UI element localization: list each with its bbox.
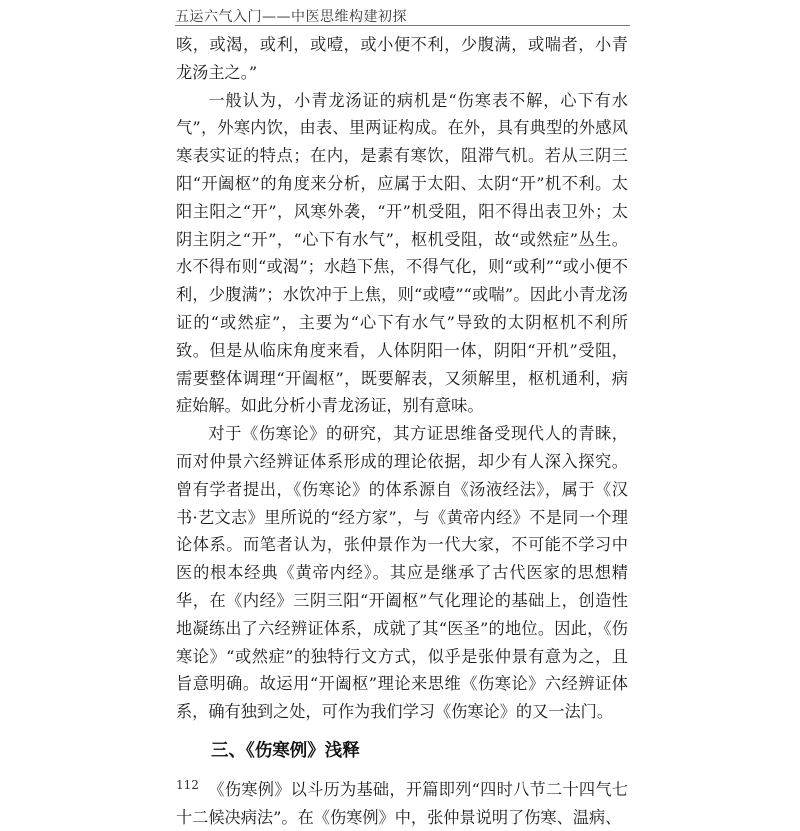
running-head: 五运六气入门——中医思维构建初探 <box>175 9 407 25</box>
section-heading: 三、《伤寒例》浅释 <box>211 740 360 761</box>
page-body <box>176 31 628 831</box>
header-rule <box>175 25 630 26</box>
paragraph: 一般认为，小青龙汤证的病机是“伤寒表不解，心下有水气”，外寒内饮，由表、里两证构成。在外，具有典型的外感风寒表实证的特点；在内，是素有寒饮，阻滞气机。若从三阴三阳“开阖枢”的角度来分析，应属于太阳、太阴“开”机不利。太阳主阳之“开”，风寒外袭，“开”机受阻，阳不得出表卫外；太阴主阴之“开”，“心下有水气”，枢机受阻，故“或然症”丛生。水不得布则“或渴”；水趋下焦，不得气化，则“或利”“或小便不利，少腹满”；水饮冲于上焦，则“或噎”“或喘”。因此小青龙汤证的“或然症”，主要为“心下有水气”导致的太阴枢机不利所致。但是从临床角度来看，人体阴阳一体，阴阳“开机”受阻，需要整体调理“开阖枢”，既要解表，又须解里，枢机通利，病症始解。如此分析小青龙汤证，别有意味。 <box>176 90 628 416</box>
paragraph-continued: 咳，或渴，或利，或噎，或小便不利，少腹满，或喘者，小青龙汤主之。” <box>176 35 628 82</box>
paragraph: 对于《伤寒论》的研究，其方证思维备受现代人的青睐，而对仲景六经辨证体系形成的理论依据，却少有人深入探究。曾有学者提出，《伤寒论》的体系源自《汤液经法》，属于《汉书·艺文志》里所说的“经方家”，与《黄帝内经》不是同一个理论体系。而笔者认为，张仲景作为一代大家，不可能不学习中医的根本经典《黄帝内经》。其应是继承了古代医家的思想精华，在《内经》三阴三阳“开阖枢”气化理论的基础上，创造性地凝练出了六经辨证体系，成就了其“医圣”的地位。因此，《伤寒论》“或然症”的独特行文方式，似乎是张仲景有意为之，且旨意明确。故运用“开阖枢”理论来思维《伤寒论》六经辨证体系，确有独到之处，可作为我们学习《伤寒论》的又一法门。 <box>176 424 628 722</box>
page-number: 112 <box>176 778 199 792</box>
paragraph: 《伤寒例》以斗历为基础，开篇即列“四时八节二十四气七十二候决病法”。在《伤寒例》中，张仲景说明了伤寒、温病、 <box>176 779 628 827</box>
